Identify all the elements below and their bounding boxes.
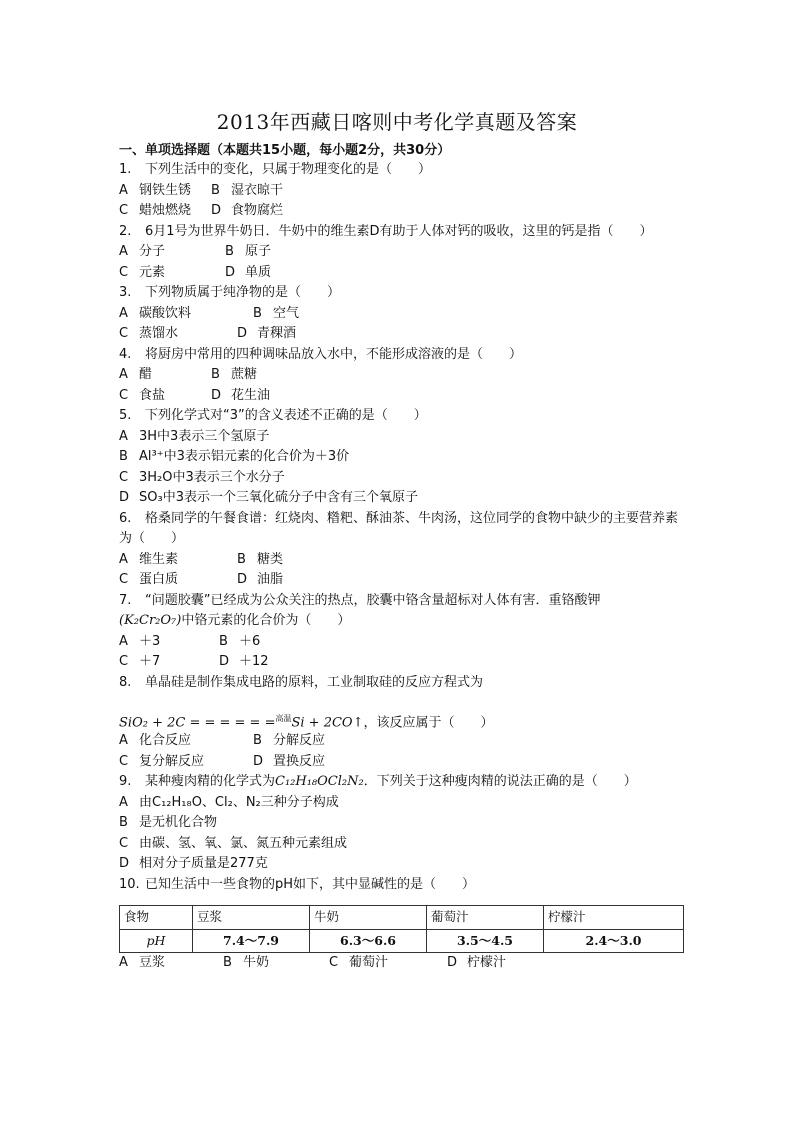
q3-options-ab: A 碳酸饮料 B 空气 xyxy=(119,305,300,321)
ph-value-soymilk: 7.4～7.9 xyxy=(193,929,310,953)
ph-table-header-row xyxy=(120,906,684,930)
question-2: 2. 6月1号为世界牛奶日．牛奶中的维生素D有助于人体对钙的吸收，这里的钙是指（ ） xyxy=(119,223,653,239)
q3-option-a: 碳酸饮料 xyxy=(139,305,192,321)
question-list xyxy=(119,160,684,974)
q6-options-cd: C 蛋白质 D 油脂 xyxy=(119,572,284,587)
ph-header-milk: 牛奶 xyxy=(310,906,427,930)
question-4: 4. 将厨房中常用的四种调味品放入水中，不能形成溶液的是（ ） xyxy=(119,346,523,362)
ph-value-grape: 3.5～4.5 xyxy=(427,929,544,953)
q7-option-c: ＋7 xyxy=(139,654,161,669)
ph-header-grape: 葡萄汁 xyxy=(427,906,544,930)
q10-options: A 豆浆 B 牛奶 C 葡萄汁 D 柠檬汁 xyxy=(119,955,507,970)
question-6: 6. 格桑同学的午餐食谱：红烧肉、糌粑、酥油茶、牛肉汤，这位同学的食物中缺少的主要营养素为（ ） xyxy=(119,510,679,546)
q7-option-a: ＋3 xyxy=(139,633,161,649)
q8-options-cd: C 复分解反应 D 置换反应 xyxy=(119,753,326,769)
q7-option-d: ＋12 xyxy=(239,654,269,669)
section-heading: 一、单项选择题（本题共15小题，每小题2分，共30分） xyxy=(119,143,451,158)
q9-option-d-row: D 相对分子质量是277克 xyxy=(119,856,268,871)
question-3: 3. 下列物质属于纯净物的是（ ） xyxy=(119,285,341,300)
ph-value-milk: 6.3～6.6 xyxy=(310,929,427,953)
q10-option-b: 牛奶 xyxy=(243,955,270,970)
q4-options-ab: A 醋 B 蔗糖 xyxy=(119,367,258,382)
q5-option-c-row: C 3H₂O中3表示三个水分子 xyxy=(119,469,285,485)
q9-option-c-row: C 由碳、氢、氧、氯、氮五种元素组成 xyxy=(119,835,348,851)
q3-option-b: 空气 xyxy=(273,305,300,321)
q7-option-b: ＋6 xyxy=(239,633,261,649)
q8-equation: SiO₂ + 2C = = = = = =$^{高温}$Si + 2CO↑，该反应属于（ ） xyxy=(119,714,494,731)
q5-option-a-row: A 3H中3表示三个氢原子 xyxy=(119,428,270,444)
q4-option-d: 花生油 xyxy=(231,387,271,403)
q7-options-cd: C ＋7 D ＋12 xyxy=(119,654,269,669)
q10-option-a: 豆浆 xyxy=(139,955,166,970)
ph-value-lemon: 2.4～3.0 xyxy=(544,929,684,953)
q8-option-d: 置换反应 xyxy=(273,753,326,769)
q6-option-d: 油脂 xyxy=(257,572,284,587)
q2-option-a: 分子 xyxy=(139,244,166,259)
q8-option-c: 复分解反应 xyxy=(139,753,205,769)
ph-header-soymilk: 豆浆 xyxy=(193,906,310,930)
q1-option-a: 钢铁生锈 xyxy=(139,182,192,198)
q6-options-ab: A 维生素 B 糖类 xyxy=(119,551,284,567)
q5-option-b-row: B Al³⁺中3表示铝元素的化合价为＋3价 xyxy=(119,449,350,464)
q8-condition: 高温 xyxy=(275,714,292,723)
q5-option-b: Al³⁺中3表示铝元素的化合价为＋3价 xyxy=(139,449,350,464)
q5-option-d: SO₃中3表示一个三氧化硫分子中含有三个氧原子 xyxy=(139,490,418,505)
ph-header-lemon: 柠檬汁 xyxy=(544,906,684,930)
q3-option-c: 蒸馏水 xyxy=(139,326,179,341)
q6-option-a: 维生素 xyxy=(139,551,179,567)
q4-option-c: 食盐 xyxy=(139,387,166,403)
q4-options-cd: C 食盐 D 花生油 xyxy=(119,387,271,403)
question-7-cont: (K₂Cr₂O₇)中铬元素的化合价为（ ） xyxy=(119,613,351,628)
q2-option-d: 单质 xyxy=(245,264,272,280)
q1-option-d: 食物腐烂 xyxy=(231,203,284,218)
q9-option-b-row: B 是无机化合物 xyxy=(119,815,218,830)
q7-options-ab: A ＋3 B ＋6 xyxy=(119,633,261,649)
q9-option-d: 相对分子质量是277克 xyxy=(139,856,268,871)
q8-option-b: 分解反应 xyxy=(273,733,326,748)
ph-row-label: pH xyxy=(120,929,193,953)
q8-option-a: 化合反应 xyxy=(139,733,192,748)
ph-table xyxy=(119,905,684,953)
ph-table-value-row xyxy=(120,929,684,953)
question-9: 9. 某种瘦肉精的化学式为C₁₂H₁₈OCl₂N₂．下列关于这种瘦肉精的说法正确的是（ ） xyxy=(119,774,637,789)
q6-option-b: 糖类 xyxy=(257,551,284,567)
q5-option-d-row: D SO₃中3表示一个三氧化硫分子中含有三个氧原子 xyxy=(119,490,418,505)
q9-option-a: 由C₁₂H₁₈O、Cl₂、N₂三种分子构成 xyxy=(139,794,339,810)
q5-option-a: 3H中3表示三个氢原子 xyxy=(139,428,270,444)
q3-options-cd: C 蒸馏水 D 青稞酒 xyxy=(119,326,297,341)
q1-options-ab: A 钢铁生锈 B 湿衣晾干 xyxy=(119,182,284,198)
clenbuterol-formula: C₁₂H₁₈OCl₂N₂ xyxy=(275,774,364,789)
q9-option-c: 由碳、氢、氧、氯、氮五种元素组成 xyxy=(139,835,348,851)
q3-option-d: 青稞酒 xyxy=(257,326,297,341)
q10-option-d: 柠檬汁 xyxy=(467,955,507,970)
q1-option-b: 湿衣晾干 xyxy=(231,182,284,198)
q2-options-ab: A 分子 B 原子 xyxy=(119,244,272,259)
ph-header-food: 食物 xyxy=(120,906,193,930)
question-5: 5. 下列化学式对“3”的含义表述不正确的是（ ） xyxy=(119,408,427,423)
q6-option-c: 蛋白质 xyxy=(139,572,179,587)
question-1: 1. 下列生活中的变化，只属于物理变化的是（ ） xyxy=(119,162,432,177)
q1-options-cd: C 蜡烛燃烧 D 食物腐烂 xyxy=(119,203,284,218)
question-10: 10. 已知生活中一些食物的pH如下，其中显碱性的是（ ） xyxy=(119,876,476,892)
q9-option-b: 是无机化合物 xyxy=(139,815,218,830)
q5-option-c: 3H₂O中3表示三个水分子 xyxy=(139,469,285,485)
q4-option-b: 蔗糖 xyxy=(231,367,258,382)
question-8: 8. 单晶硅是制作集成电路的原料，工业制取硅的反应方程式为 xyxy=(119,674,484,690)
q2-options-cd: C 元素 D 单质 xyxy=(119,264,272,280)
q2-option-c: 元素 xyxy=(139,264,166,280)
q8-options-ab: A 化合反应 B 分解反应 xyxy=(119,733,326,748)
q9-option-a-row: A 由C₁₂H₁₈O、Cl₂、N₂三种分子构成 xyxy=(119,794,339,810)
question-7: 7. “问题胶囊”已经成为公众关注的热点，胶囊中铬含量超标对人体有害．重铬酸钾 xyxy=(119,592,601,608)
q1-option-c: 蜡烛燃烧 xyxy=(139,203,192,218)
page-title: 2013年西藏日喀则中考化学真题及答案 xyxy=(216,110,578,134)
q2-option-b: 原子 xyxy=(245,244,272,259)
q10-option-c: 葡萄汁 xyxy=(349,955,389,970)
dichromate-formula: (K₂Cr₂O₇) xyxy=(119,613,182,628)
q4-option-a: 醋 xyxy=(139,367,153,382)
